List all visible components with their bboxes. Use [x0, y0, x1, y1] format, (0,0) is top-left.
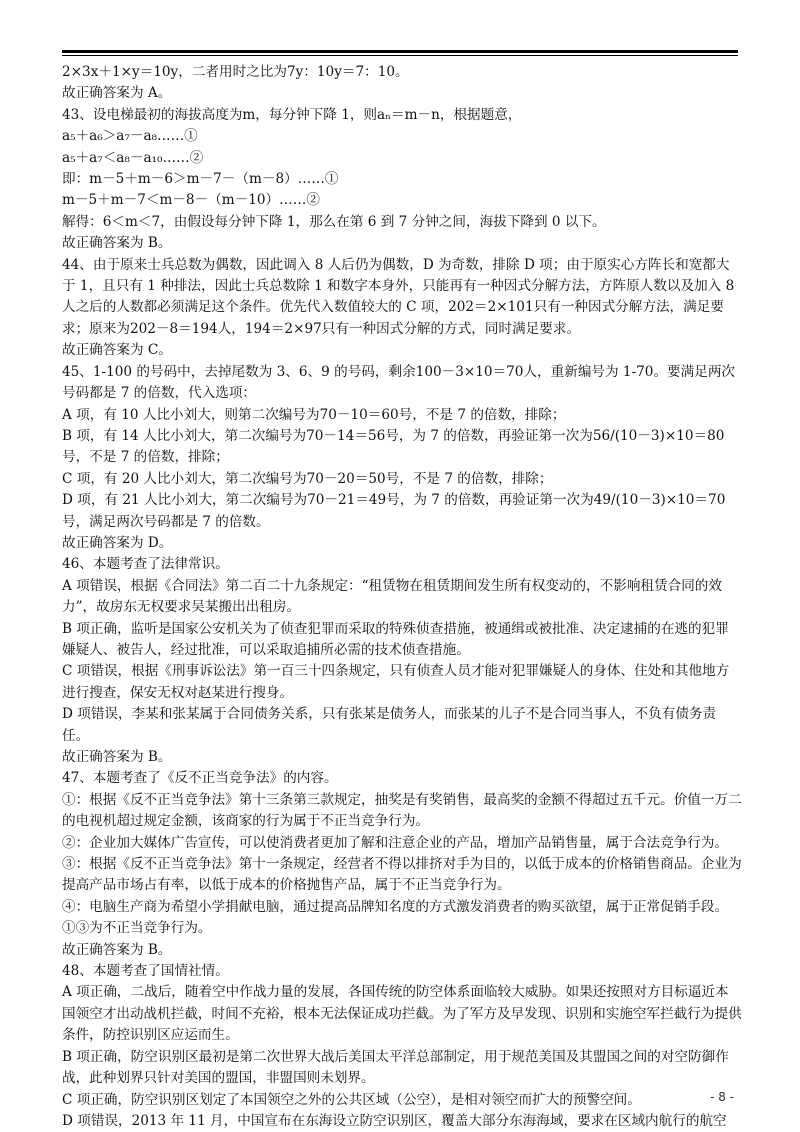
question-47-title: 47、本题考查了《反不正当竞争法》的内容。 [62, 770, 338, 787]
option-a-line: A 项，有 10 人比小刘大，则第二次编号为70－10＝60号，不是 7 的倍数，排除； [62, 406, 566, 423]
conclusion-line: ①③为不正当竞争行为。 [62, 920, 212, 937]
answer-line: 故正确答案为 B。 [62, 235, 172, 252]
item-2-paragraph: ②：企业加大媒体广告宣传，可以使消费者更加了解和注意企业的产品，增加产品销售量，属于合法竞争行为。 [62, 834, 729, 851]
option-d-paragraph: D 项错误，李某和张某属于合同债务关系，只有张某是债务人，而张某的儿子不是合同当事人，不负有债务责任。 [62, 706, 717, 744]
solution-line: 解得：6＜m＜7，由假设每分钟下降 1，那么在第 6 到 7 分钟之间，海拔下降到 0 以下。 [62, 213, 606, 230]
answer-line: 故正确答案为 B。 [62, 749, 172, 765]
header-rule [62, 50, 738, 53]
option-b-paragraph: B 项正确，监听是国家公安机关为了侦查犯罪而采取的特殊侦查措施，被通缉或被批准、决定逮捕的在逃的犯罪嫌疑人、被告人，经过批准，可以采取追捕所必需的技术侦查措施。 [62, 620, 729, 658]
document-body [62, 62, 742, 1132]
option-c-line: C 项，有 20 人比小刘大，第二次编号为70－20＝50号，不是 7 的倍数，排除； [62, 470, 553, 487]
item-1-paragraph: ①：根据《反不正当竞争法》第十三条第三款规定，抽奖是有奖销售，最高奖的金额不得超过五千元。价值一万二的电视机超过规定金额，该商家的行为属于不正当竞争行为。 [62, 791, 742, 830]
equation-3: 即：m－5＋m－6＞m－7－（m－8）……① [62, 171, 339, 188]
text-line: 2×3x＋1×y＝10y，二者用时之比为7y：10y＝7：10。 [62, 64, 409, 80]
item-3-paragraph: ③：根据《反不正当竞争法》第十一条规定，经营者不得以排挤对手为目的，以低于成本的价格销售商品。企业为提高产品市场占有率，以低于成本的价格抛售产品，属于不正当竞争行为。 [62, 856, 742, 894]
item-4-paragraph: ④：电脑生产商为希望小学捐献电脑，通过提高品牌知名度的方式激发消费者的购买欲望，属于正常促销手段。 [62, 898, 729, 915]
answer-line: 故正确答案为 A。 [62, 85, 172, 102]
option-b-line: B 项，有 14 人比小刘大，第二次编号为70－14＝56号，为 7 的倍数，再验证第一次为56/(10－3)×10＝80号，不是 7 的倍数，排除； [62, 427, 725, 466]
option-c-paragraph: C 项正确，防空识别区划定了本国领空之外的公共区域（公空），是相对领空而扩大的预警空间。 [62, 1091, 641, 1108]
question-43-intro: 43、设电梯最初的海拔高度为m，每分钟下降 1，则aₙ＝m－n，根据题意， [62, 106, 522, 123]
header-rule-thin [62, 55, 738, 56]
option-b-paragraph: B 项正确，防空识别区最初是第二次世界大战后美国太平洋总部制定，用于规范美国及其盟国之间的对空防御作战，此种划界只针对美国的盟国，非盟国则未划界。 [62, 1048, 729, 1087]
option-c-paragraph: C 项错误，根据《刑事诉讼法》第一百三十四条规定，只有侦查人员才能对犯罪嫌疑人的身体、住处和其他地方进行搜查，保安无权对赵某进行搜身。 [62, 663, 730, 701]
question-44-text: 44、由于原来士兵总数为偶数，因此调入 8 人后仍为偶数，D 为奇数，排除 D 项；由于原实心方阵长和宽都大于 1，且只有 1 种排法，因此士兵总数除 1 和数字本身外，只能再有一种因式分解方法，方阵原人数以及加入 8 人之后的人数都必须满足这个条件。优先代入数值较大的 C 项，202＝2×101只有一种因式分解方法，满足要求；原来为202－8＝194人，194＝2×97只有一种因式分解的方式，同时满足要求。 [62, 256, 735, 337]
option-d-line: D 项，有 21 人比小刘大，第二次编号为70－21＝49号，为 7 的倍数，再验证第一次为49/(10－3)×10＝70号，满足两次号码都是 7 的倍数。 [62, 492, 726, 530]
answer-line: 故正确答案为 B。 [62, 941, 172, 958]
question-48-title: 48、本题考查了国情社情。 [62, 963, 229, 980]
question-46-title: 46、本题考查了法律常识。 [62, 556, 229, 573]
equation-2: a₅＋a₇＜a₈－a₁₀……② [62, 149, 204, 166]
option-a-paragraph: A 项错误，根据《合同法》第二百二十九条规定：“租赁物在租赁期间发生所有权变动的，不影响租赁合同的效力”，故房东无权要求吴某搬出出租房。 [62, 577, 722, 616]
answer-line: 故正确答案为 D。 [62, 534, 173, 551]
equation-4: m－5＋m－7＜m－8－（m－10）……② [62, 192, 320, 209]
option-a-paragraph: A 项正确，二战后，随着空中作战力量的发展，各国传统的防空体系面临较大威胁。如果还按照对方目标逼近本国领空才出动战机拦截，时间不充裕，根本无法保证成功拦截。为了军方及早发现、识别和实施空军拦截行为提供条件，防控识别区应运而生。 [62, 984, 742, 1044]
page-number: - 8 - [710, 1090, 734, 1104]
question-45-text: 45、1-100 的号码中，去掉尾数为 3、6、9 的号码，剩余100－3×10＝70人，重新编号为 1-70。要满足两次号码都是 7 的倍数，代入选项： [62, 363, 736, 402]
equation-1: a₅＋a₆＞a₇－a₈……① [62, 128, 198, 145]
answer-line: 故正确答案为 C。 [62, 342, 172, 359]
option-d-paragraph: D 项错误，2013 年 11 月，中国宣布在东海设立防空识别区，覆盖大部分东海海域，要求在区域内航行的航空 [62, 1112, 727, 1129]
